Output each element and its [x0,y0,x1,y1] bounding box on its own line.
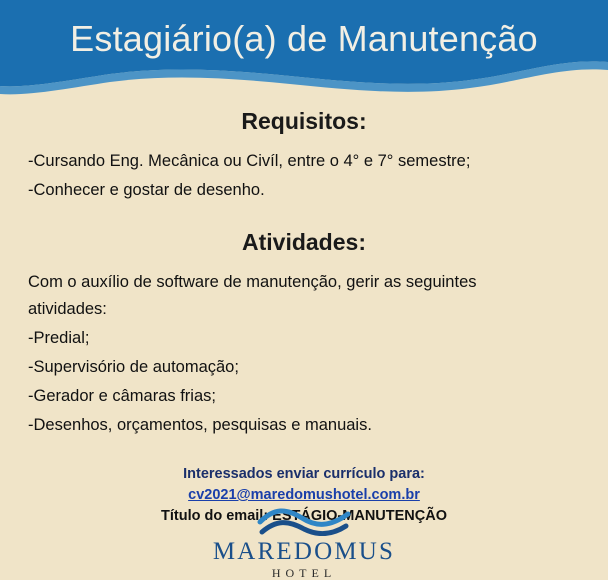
brand-logo [0,502,608,580]
poster-content [0,100,608,526]
contact-email-link[interactable]: cv2021@maredomushotel.com.br [188,487,420,503]
activities-intro-line-1: Com o auxílio de software de manutenção, gerir as seguintes [28,273,477,291]
wave-logo-icon [256,502,352,536]
requirements-heading: Requisitos: [241,108,367,134]
activities-item: -Desenhos, orçamentos, pesquisas e manuais. [28,416,372,434]
contact-call-to-action: Interessados enviar currículo para: [183,466,425,482]
brand-subtitle: HOTEL [271,566,337,580]
activities-item: -Predial; [28,329,90,347]
activities-intro-line-2: atividades: [28,300,107,318]
brand-name: MAREDOMUS [212,538,396,565]
requirements-list [0,149,608,203]
poster-title: Estagiário(a) de Manutenção [70,18,538,59]
activities-item: -Gerador e câmaras frias; [28,387,216,405]
requirements-item: -Cursando Eng. Mecânica ou Civíl, entre o 4° e 7° semestre; [28,152,471,170]
email-subject-instruction: Título do email: ESTÁGIO-MANUTENÇÃO [161,508,447,524]
header-banner [0,0,608,100]
activities-list [0,270,608,438]
activities-item: -Supervisório de automação; [28,358,239,376]
activities-heading: Atividades: [242,229,366,255]
requirements-item: -Conhecer e gostar de desenho. [28,181,265,199]
